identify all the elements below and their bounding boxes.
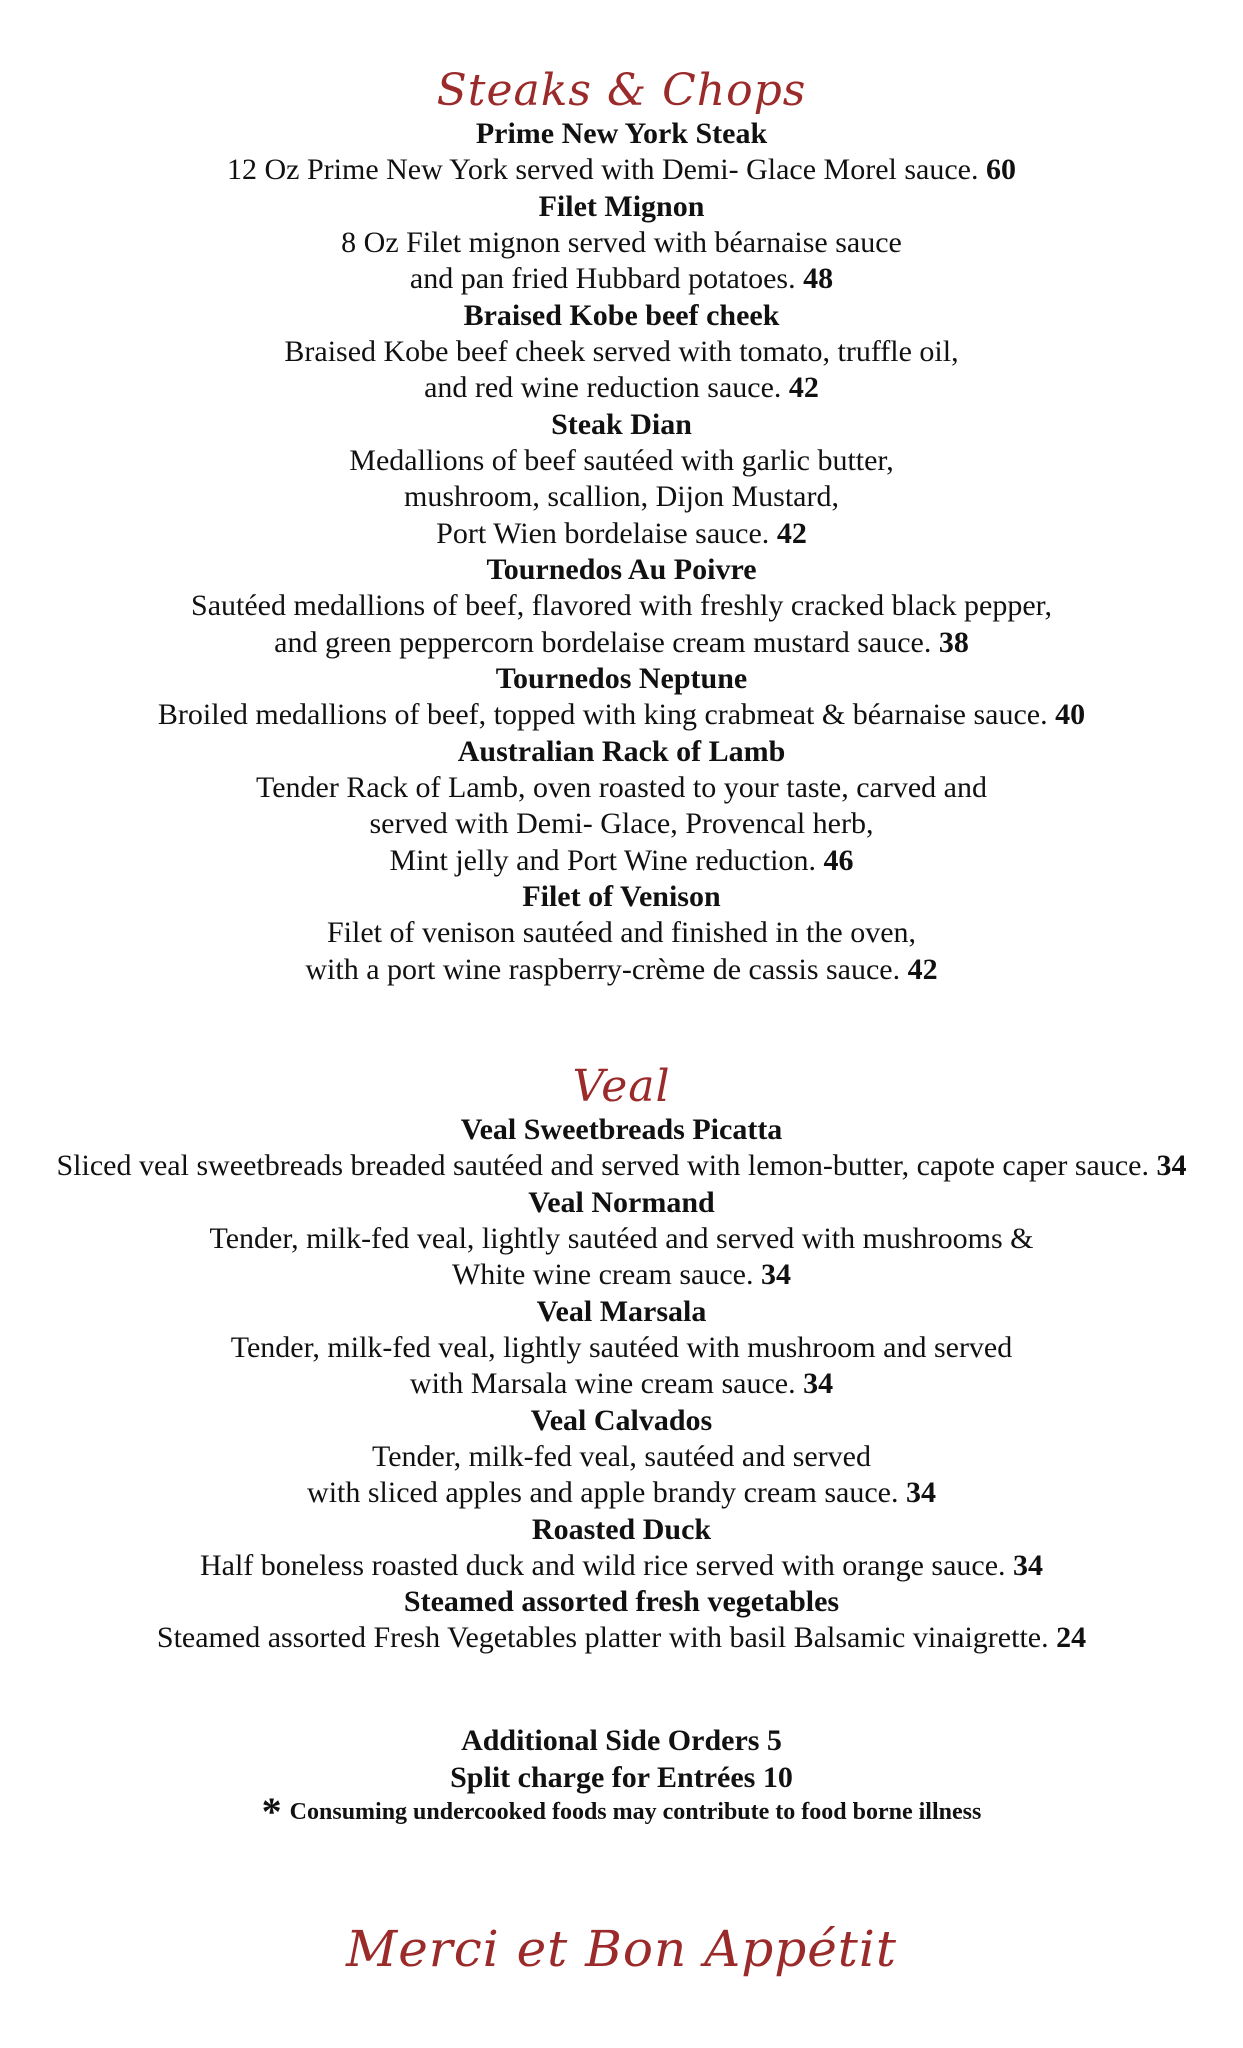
- description-text: Port Wien bordelaise sauce.: [436, 516, 770, 550]
- menu-item-name: Tournedos Neptune: [495, 662, 748, 695]
- menu-item-price: 42: [776, 516, 807, 550]
- description-text: with sliced apples and apple brandy cream sauce.: [307, 1476, 899, 1509]
- asterisk-icon: *: [261, 1789, 282, 1834]
- menu-item-description: [0, 806, 1243, 843]
- menu-item-description: [0, 915, 1243, 952]
- menu-item: [0, 1185, 1243, 1294]
- section-title: Veal: [572, 1061, 671, 1112]
- menu-item: [0, 189, 1243, 298]
- menu-item-description: [0, 1330, 1243, 1367]
- menu-item: [0, 734, 1243, 880]
- menu-item-name: Veal Normand: [528, 1185, 715, 1219]
- description-text: 12 Oz Prime New York served with Demi- Glace Morel sauce.: [227, 153, 979, 186]
- menu-item-price: 34: [905, 1476, 936, 1509]
- menu-item-name: Steamed assorted fresh vegetables: [403, 1585, 840, 1618]
- section-steaks-and-chops: [0, 66, 1243, 988]
- menu-item-price: 34: [1156, 1149, 1187, 1182]
- menu-item-description: [0, 443, 1243, 480]
- menu-item-description: [0, 1620, 1243, 1657]
- closing-message: Merci et Bon Appétit: [346, 1920, 897, 1978]
- description-text: 8 Oz Filet mignon served with béarnaise sauce: [341, 225, 902, 259]
- description-text: with a port wine raspberry-crème de cassis sauce.: [305, 952, 901, 986]
- menu-item-price: 60: [985, 153, 1016, 186]
- menu-item-name: Roasted Duck: [531, 1512, 712, 1546]
- menu-item-description: [0, 516, 1243, 553]
- description-text: served with Demi- Glace, Provencal herb,: [369, 807, 874, 840]
- menu-item-description: [0, 770, 1243, 807]
- menu-item-name: Prime New York Steak: [475, 117, 768, 150]
- description-text: mushroom, scallion, Dijon Mustard,: [404, 480, 839, 513]
- menu-item: [0, 1584, 1243, 1657]
- menu-item: [0, 661, 1243, 734]
- split-charge-note: Split charge for Entrées 10: [450, 1761, 793, 1794]
- menu-item-price: 42: [788, 371, 819, 404]
- menu-item-name: Australian Rack of Lamb: [457, 734, 786, 768]
- description-text: Sautéed medallions of beef, flavored with freshly cracked black pepper,: [191, 589, 1052, 622]
- warning-text: Consuming undercooked foods may contribute to food borne illness: [289, 1799, 982, 1825]
- description-text: Filet of venison sautéed and finished in the oven,: [326, 916, 917, 949]
- menu-item-list: [0, 116, 1243, 988]
- description-text: Broiled medallions of beef, topped with king crabmeat & béarnaise sauce.: [157, 698, 1048, 731]
- description-text: Steamed assorted Fresh Vegetables platter with basil Balsamic vinaigrette.: [156, 1621, 1049, 1654]
- menu-item-price: 38: [938, 625, 969, 659]
- menu-item-description: [0, 1257, 1243, 1294]
- menu-item: [0, 879, 1243, 988]
- menu-item: [0, 1294, 1243, 1403]
- menu-item-description: [0, 1366, 1243, 1403]
- menu-item-description: [0, 261, 1243, 298]
- menu-item-description: [0, 370, 1243, 407]
- menu-item-name: Braised Kobe beef cheek: [463, 298, 780, 332]
- description-text: Half boneless roasted duck and wild rice served with orange sauce.: [199, 1548, 1006, 1582]
- description-text: Sliced veal sweetbreads breaded sautéed and served with lemon-butter, capote caper sauce.: [56, 1149, 1149, 1182]
- section-title: Steaks & Chops: [436, 65, 807, 116]
- menu-item-description: [0, 334, 1243, 371]
- menu-item-price: 34: [803, 1367, 834, 1400]
- menu-item-price: 34: [761, 1258, 791, 1291]
- description-text: Tender, milk-fed veal, lightly sautéed with mushroom and served: [230, 1330, 1013, 1364]
- menu-item-name: Veal Marsala: [536, 1294, 707, 1328]
- food-safety-warning: [0, 1789, 1243, 1834]
- menu-footer: [0, 1722, 1243, 1834]
- menu-item: [0, 116, 1243, 189]
- menu-item-name: Filet of Venison: [522, 880, 721, 913]
- description-text: and green peppercorn bordelaise cream mustard sauce.: [274, 625, 932, 659]
- menu-item: [0, 407, 1243, 553]
- menu-item: [0, 552, 1243, 661]
- menu-item-description: [0, 697, 1243, 734]
- menu-item: [0, 1512, 1243, 1585]
- menu-item-description: [0, 588, 1243, 625]
- menu-item-price: 46: [823, 843, 854, 877]
- description-text: Tender Rack of Lamb, oven roasted to your taste, carved and: [256, 770, 987, 804]
- menu-item-price: 40: [1055, 698, 1086, 731]
- description-text: Tender, milk-fed veal, lightly sautéed and served with mushrooms &: [209, 1221, 1034, 1255]
- menu-item-description: [0, 1475, 1243, 1512]
- menu-item-description: [0, 843, 1243, 880]
- menu-item-description: [0, 625, 1243, 662]
- menu-item-name: Filet Mignon: [538, 189, 705, 223]
- description-text: White wine cream sauce.: [451, 1258, 754, 1291]
- menu-item-description: [0, 479, 1243, 516]
- description-text: and pan fried Hubbard potatoes.: [409, 262, 796, 295]
- menu-item-name: Veal Sweetbreads Picatta: [460, 1113, 783, 1146]
- menu-item-description: [0, 152, 1243, 189]
- menu-item-name: Steak Dian: [551, 407, 692, 441]
- menu-item: [0, 1112, 1243, 1185]
- menu-item-description: [0, 952, 1243, 989]
- menu-item-price: 42: [907, 952, 938, 986]
- menu-item-price: 24: [1056, 1621, 1087, 1654]
- menu-item-description: [0, 225, 1243, 262]
- menu-item-description: [0, 1148, 1243, 1185]
- menu-item-price: 34: [1013, 1548, 1044, 1582]
- menu-item-price: 48: [803, 262, 834, 295]
- description-text: and red wine reduction sauce.: [424, 371, 782, 404]
- menu-item-description: [0, 1221, 1243, 1258]
- menu-item-name: Veal Calvados: [530, 1403, 713, 1437]
- menu-item-list: [0, 1112, 1243, 1657]
- menu-item-description: [0, 1439, 1243, 1476]
- closing-wrap: [0, 1920, 1243, 1978]
- section-veal: [0, 1062, 1243, 1657]
- menu-item-name: Tournedos Au Poivre: [486, 553, 757, 586]
- side-orders-note: Additional Side Orders 5: [461, 1724, 782, 1757]
- menu-item: [0, 1403, 1243, 1512]
- menu-item: [0, 298, 1243, 407]
- description-text: Tender, milk-fed veal, sautéed and served: [372, 1439, 871, 1473]
- description-text: Braised Kobe beef cheek served with tomato, truffle oil,: [284, 334, 959, 368]
- menu-item-description: [0, 1548, 1243, 1585]
- description-text: Mint jelly and Port Wine reduction.: [389, 843, 816, 877]
- description-text: Medallions of beef sautéed with garlic butter,: [349, 443, 894, 477]
- description-text: with Marsala wine cream sauce.: [409, 1367, 796, 1400]
